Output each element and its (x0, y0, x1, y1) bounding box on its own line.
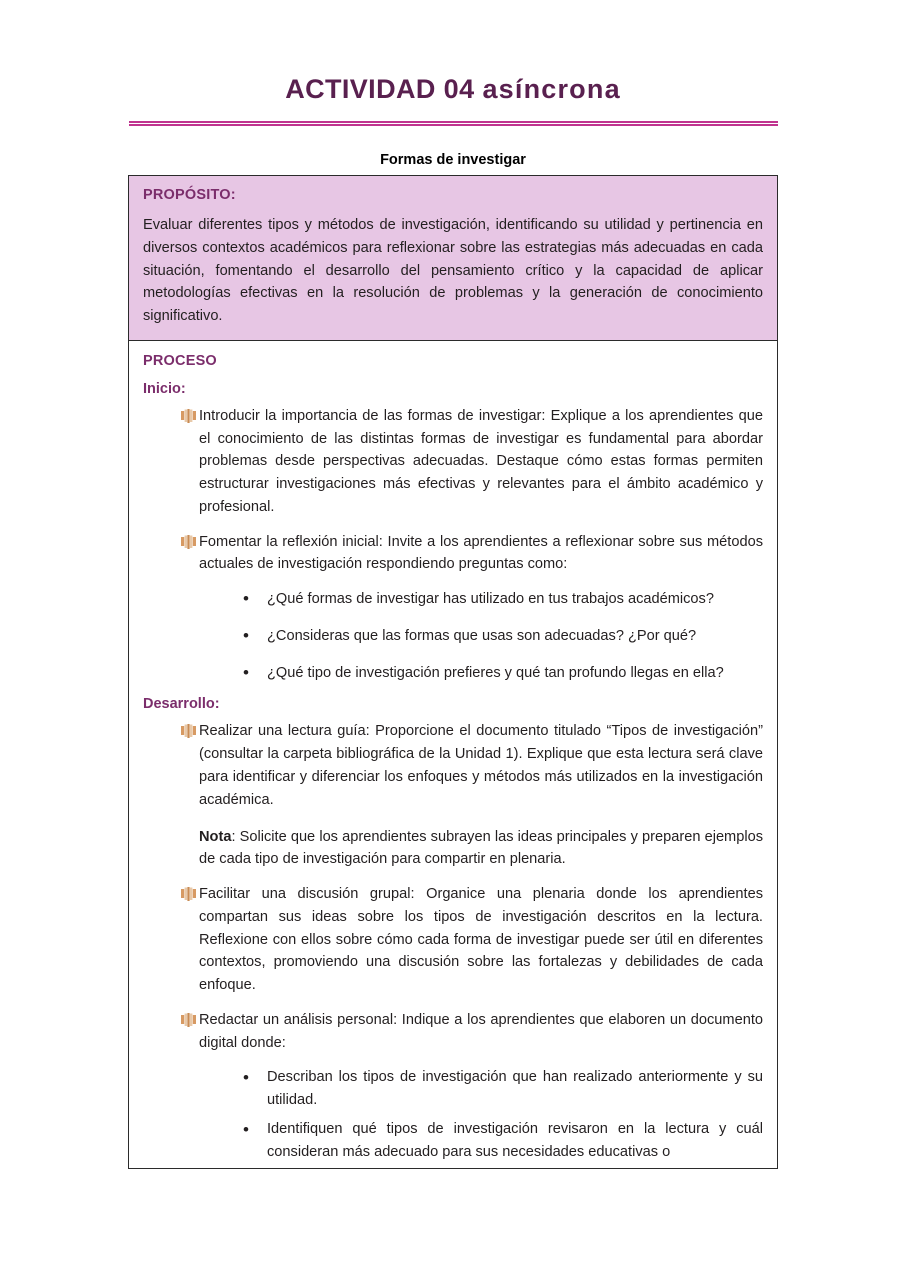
note-body-text: : Solicite que los aprendientes subrayen las ideas principales y preparen ejemplos de cada tipo de investigación para compartir en plenaria. (199, 828, 763, 868)
decorative-bullet-icon (181, 1013, 196, 1027)
page-title-bold: ACTIVIDAD 04 (285, 74, 475, 104)
desarrollo-analisis-text: Redactar un análisis personal: Indique a los aprendientes que elaboren un documento digital donde: (199, 1011, 763, 1051)
inicio-heading: Inicio: (143, 380, 186, 397)
activity-table-frame (128, 175, 778, 1169)
list-item: • ¿Qué formas de investigar has utilizado en tus trabajos académicos? (143, 588, 763, 611)
list-item: • ¿Qué tipo de investigación prefieres y qué tan profundo llegas en ella? (143, 662, 763, 685)
desarrollo-note (143, 826, 763, 872)
purpose-body-text: Evaluar diferentes tipos y métodos de investigación, identificando su utilidad y pertinencia en diversos contextos académicos para reflexionar sobre las estrategias más adecuadas en cada situación, fomentando el desarrollo del pensamiento crítico y la capacidad de aplicar metodologías efectivas en la resolución de problemas y la generación de conocimiento significativo. (143, 217, 763, 325)
purpose-heading: PROPÓSITO: (143, 187, 236, 203)
list-item: • ¿Consideras que las formas que usas son adecuadas? ¿Por qué? (143, 625, 763, 648)
inicio-item (143, 405, 763, 519)
desarrollo-lectura-text: Realizar una lectura guía: Proporcione el documento titulado “Tipos de investigación” (consultar la carpeta bibliográfica de la Unidad 1). Explique que esta lectura será clave para identificar y diferenciar los enfoques y métodos más utilizados en la investigación académica. (199, 723, 763, 808)
desarrollo-discusion-text: Facilitar una discusión grupal: Organice una plenaria donde los aprendientes compartan sus ideas sobre los tipos de investigación descritos en la lectura. Reflexione con ellos sobre cómo cada forma de investigar puede ser útil en diferentes contextos, promoviendo una discusión sobre las fortalezas y debilidades de cada enfoque. (199, 886, 763, 994)
decorative-bullet-icon (181, 724, 196, 738)
decorative-bullet-icon (181, 409, 196, 423)
note-label: Nota (199, 828, 232, 845)
page-title (0, 0, 906, 105)
inicio-question-list (143, 588, 763, 684)
inicio-item-text: Fomentar la reflexión inicial: Invite a los aprendientes a reflexionar sobre sus métodos actuales de investigación respondiendo preguntas como: (199, 533, 763, 573)
inicio-item-text: Introducir la importancia de las formas de investigar: Explique a los aprendientes que el conocimiento de las distintas formas de investigar es fundamental para abordar problemas desde perspectivas adecuadas. Destaque cómo estas formas permiten estructurar investigaciones más efectivas y relevantes para el ámbito académico y profesional. (199, 407, 763, 515)
desarrollo-item-discusion (143, 883, 763, 997)
page-title-light: asíncrona (482, 74, 621, 104)
list-item: • Describan los tipos de investigación que han realizado anteriormente y su utilidad. (143, 1066, 763, 1112)
purpose-cell (129, 176, 777, 341)
desarrollo-heading: Desarrollo: (143, 696, 220, 713)
process-heading: PROCESO (143, 352, 217, 369)
list-item: • Identifiquen qué tipos de investigación revisaron en la lectura y cuál consideran más adecuado para sus necesidades educativas o (143, 1118, 763, 1164)
process-cell (129, 341, 777, 1169)
document-subtitle: Formas de investigar (380, 152, 526, 169)
decorative-bullet-icon (181, 535, 196, 549)
desarrollo-item-lectura (143, 720, 763, 811)
desarrollo-item-analisis (143, 1009, 763, 1055)
inicio-item (143, 531, 763, 577)
decorative-bullet-icon (181, 887, 196, 901)
analisis-point-list (143, 1066, 763, 1163)
